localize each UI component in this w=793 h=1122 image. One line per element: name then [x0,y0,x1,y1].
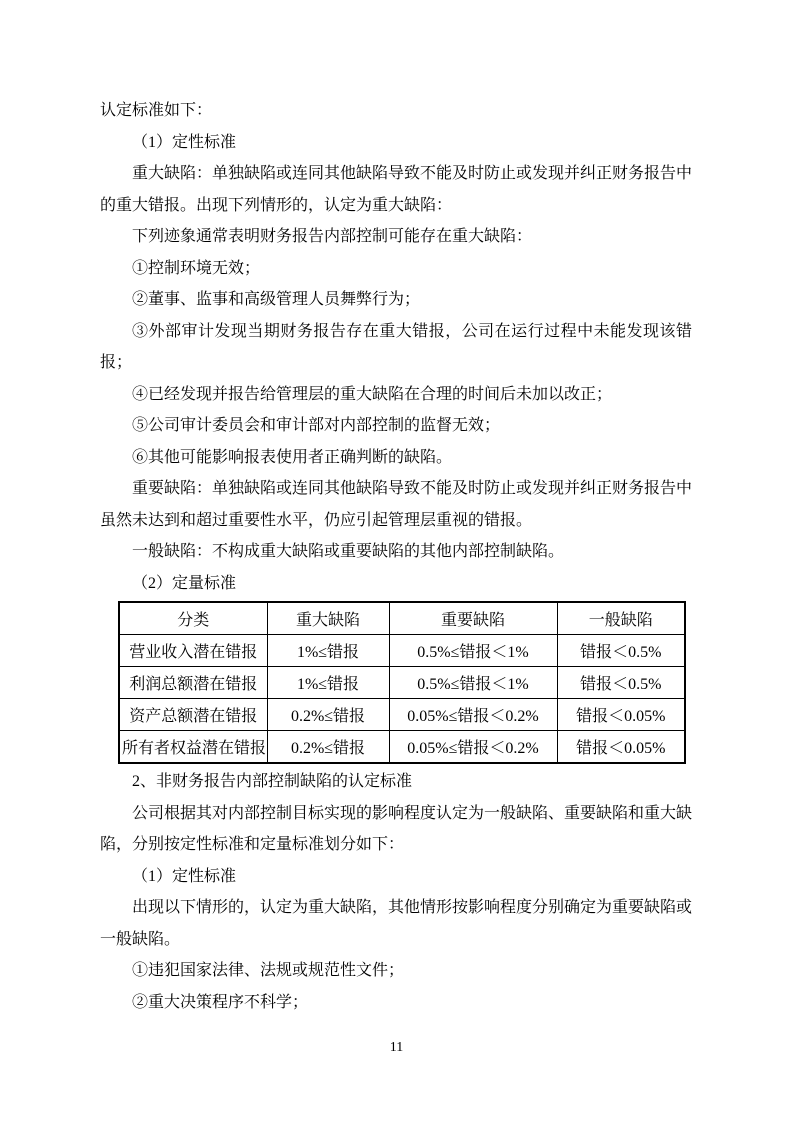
table-cell: 0.5%≤错报＜1% [389,635,557,667]
table-cell: 1%≤错报 [267,635,389,667]
paragraph: 认定标准如下： [100,102,213,119]
table-cell: 0.2%≤错报 [267,699,389,731]
list-item-2: ②董事、监事和高级管理人员舞弊行为； [132,291,421,308]
list-item-5: ⑤公司审计委员会和审计部对内部控制的监督无效； [132,417,501,434]
table-row [119,699,685,731]
table-cell: 营业收入潜在错报 [119,635,267,667]
table-cell: 所有者权益潜在错报 [119,731,267,764]
quantitative-criteria-table [118,601,686,764]
table-header-row [119,602,685,635]
table-cell: 错报＜0.5% [557,635,685,667]
table-row [119,731,685,764]
paragraph: 公司根据其对内部控制目标实现的影响程度认定为一般缺陷、重要缺陷和重大缺陷，分别按定性标准和定量标准划分如下： [100,804,693,853]
list-item-6: ⑥其他可能影响报表使用者正确判断的缺陷。 [132,448,453,466]
table-cell: 错报＜0.5% [557,667,685,699]
table-row [119,667,685,699]
paragraph: （1）定性标准 [132,133,237,151]
table-cell: 0.5%≤错报＜1% [389,667,557,699]
table-cell: 资产总额潜在错报 [119,699,267,731]
document-body [100,0,692,1018]
table-cell: 0.05%≤错报＜0.2% [389,731,557,764]
list-item-2: ②重大决策程序不科学； [132,993,309,1011]
table-cell: 0.2%≤错报 [267,731,389,764]
table-row [119,635,685,667]
table-cell: 利润总额潜在错报 [119,667,267,699]
table-header-cell: 重要缺陷 [389,602,557,635]
paragraph: 一般缺陷：不构成重大缺陷或重要缺陷的其他内部控制缺陷。 [132,543,565,560]
list-item-1: ①违犯国家法律、法规或规范性文件； [132,962,405,979]
page-number: 11 [389,1040,404,1055]
list-item-4: ④已经发现并报告给管理层的重大缺陷在合理的时间后未加以改正； [132,385,613,403]
table-cell: 0.05%≤错报＜0.2% [389,699,557,731]
section-heading: （2）定量标准 [132,574,237,592]
section-heading: 2、非财务报告内部控制缺陷的认定标准 [132,773,413,790]
table-cell: 错报＜0.05% [557,731,685,764]
list-item-3: ③外部审计发现当期财务报告存在重大错报，公司在运行过程中未能发现该错报； [100,322,692,371]
paragraph: 重大缺陷：单独缺陷或连同其他缺陷导致不能及时防止或发现并纠正财务报告中的重大错报。出现下列情形的，认定为重大缺陷： [100,165,693,214]
section-heading: （1）定性标准 [132,867,237,885]
table-header-cell: 分类 [119,602,267,635]
paragraph: 下列迹象通常表明财务报告内部控制可能存在重大缺陷： [132,228,533,245]
table-header-cell: 一般缺陷 [557,602,685,635]
table-cell: 1%≤错报 [267,667,389,699]
paragraph: 重要缺陷：单独缺陷或连同其他缺陷导致不能及时防止或发现并纠正财务报告中虽然未达到和超过重要性水平，仍应引起管理层重视的错报。 [100,480,693,529]
list-item-1: ①控制环境无效； [132,259,261,277]
table-header-cell: 重大缺陷 [267,602,389,635]
paragraph: 出现以下情形的，认定为重大缺陷，其他情形按影响程度分别确定为重要缺陷或一般缺陷。 [100,899,693,948]
table-cell: 错报＜0.05% [557,699,685,731]
